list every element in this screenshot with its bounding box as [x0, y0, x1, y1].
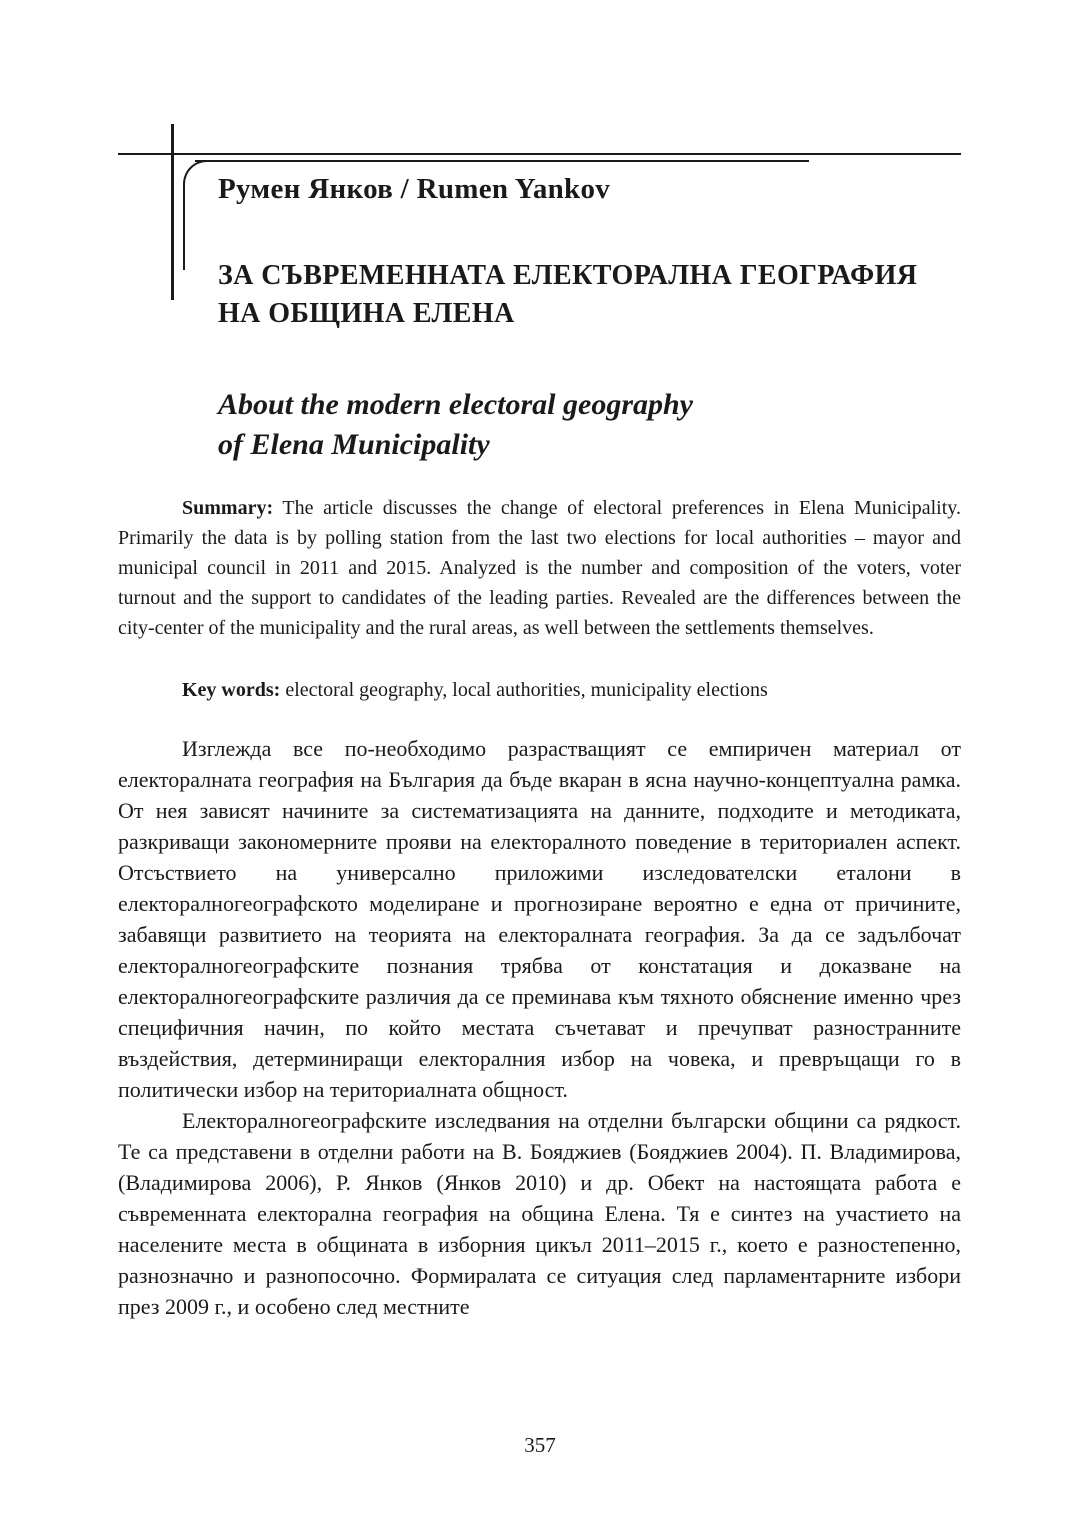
article-title-english [218, 385, 978, 465]
title-en-line-2: of Elena Municipality [218, 428, 490, 461]
author-name: Румен Янков / Rumen Yankov [218, 173, 611, 205]
summary-section [118, 493, 961, 643]
keywords-text: electoral geography, local authorities, municipality elections [280, 679, 768, 701]
summary-paragraph [118, 493, 961, 643]
decorative-horizontal-rule [118, 153, 961, 155]
body-paragraph-2: Електоралногеографските изследвания на отделни български общини са рядкост. Те са представени в отделни работи на В. Бояджиев (Бояджиев 2004). П. Владимирова, (Владимирова 2006), Р. Янков (Янков 2010) и др. Обект на настоящата работа е съвременната електорална география на община Елена. Тя е синтез на участието на населените места в общината в изборния цикъл 2011–2015 г., което е разностепенно, разнозначно и разнопосочно. Формиралата се ситуация след парламентарните избори през 2009 г., и особено след местните [118, 1108, 961, 1319]
title-bg-line-1: ЗА СЪВРЕМЕННАТА ЕЛЕКТОРАЛНА ГЕОГРАФИЯ [218, 260, 918, 291]
title-en-line-1: About the modern electoral geography [218, 388, 693, 421]
keywords-label: Key words: [182, 679, 281, 701]
article-title-bulgarian [218, 257, 978, 333]
decorative-corner-arc [183, 160, 209, 270]
decorative-vertical-rule [171, 124, 174, 300]
summary-text: The article discusses the change of electoral preferences in Elena Municipality. Primarily the data is by polling station from the last two elections for local authorities – mayor and municipal council in 2011 and 2015. Analyzed is the number and composition of the voters, voter turnout and the support to candidates of the leading parties. Revealed are the differences between the city-center of the municipality and the rural areas, as well between the settlements themselves. [118, 497, 961, 639]
keywords-line [118, 675, 961, 705]
decorative-inner-rule [195, 160, 809, 162]
body-paragraph-1: Изглежда все по-необходимо разрастващият се емпиричен материал от електоралната география на България да бъде вкаран в ясна научно-концептуална рамка. От нея зависят начините за систематизацията на данните, подходите и методиката, разкриващи закономерните прояви на електоралното поведение в териториален аспект. Отсъствието на универсално приложими изследователски еталони в електоралногеографското моделиране и прогнозиране вероятно е една от причините, забавящи развитието на теорията на електоралната география. За да се задълбочат електоралногеографските познания трябва от констатация и доказване на електоралногеографските различия да се преминава към тяхното обяснение именно чрез специфичния начин, по който местата съчетават и пречупват разностранните въздействия, детерминиращи електоралния избор на човека, и превръщащи го в политически избор на териториалната общност. [118, 736, 961, 1102]
page-number: 357 [524, 1433, 556, 1457]
summary-label: Summary: [182, 497, 274, 519]
title-bg-line-2: НА ОБЩИНА ЕЛЕНА [218, 298, 515, 329]
article-body [118, 733, 961, 1322]
